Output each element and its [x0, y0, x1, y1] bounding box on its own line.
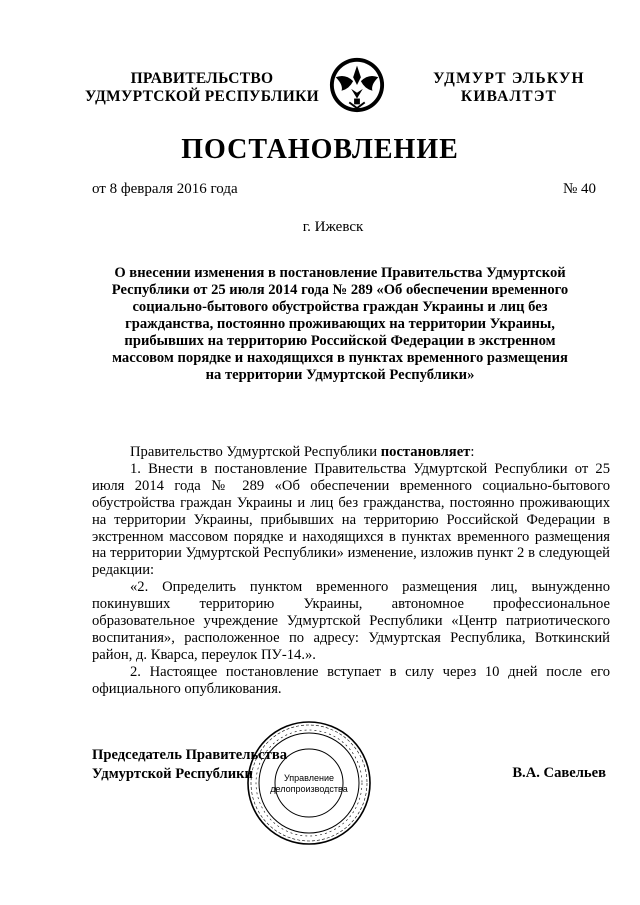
item-2: 2. Настоящее постановление вступает в силу через 10 дней после его официального опубликования. [92, 663, 610, 697]
preamble-bold: постановляет [380, 444, 471, 460]
stamp-center-line2: делопроизводства [270, 784, 348, 794]
header-right-line2: КИВАЛТЭТ [460, 88, 558, 105]
header-left [84, 70, 320, 106]
document-city: г. Ижевск [302, 219, 364, 235]
item-quote: «2. Определить пунктом временного размещения лиц, вынужденно покинувших территорию Украины, автономное профессиональное образовательное учреждение Удмуртской Республики «Центр патриотического воспитания», расположенное по адресу: Удмуртская Республика, Воткинский район, д. Кварса, переулок ПУ-14.». [92, 579, 610, 663]
document-number: № 40 [562, 181, 596, 197]
round-stamp [244, 718, 374, 848]
preamble-text: Правительство Удмуртской Республики [130, 444, 381, 460]
signature-name: В.А. Савельев [512, 765, 606, 781]
signature-position-line1: Председатель Правительства [92, 747, 288, 763]
preamble [92, 444, 610, 461]
header-right [424, 70, 594, 106]
header-left-line1: ПРАВИТЕЛЬСТВО [130, 70, 274, 87]
document-title: ПОСТАНОВЛЕНИЕ [181, 134, 459, 165]
header-right-line1: УДМУРТ ЭЛЬКУН [433, 70, 585, 87]
document-body [92, 444, 610, 698]
stamp-center-line1: Управление [283, 773, 335, 783]
item-1: 1. Внести в постановление Правительства Удмуртской Республики от 25 июля 2014 года № 289 «Об обеспечении временного социально-бытового обустройства граждан Украины и лиц без гражданства, постоянно проживающих на территории Украины, прибывших на территорию Российской Федерации в экстренном массовом порядке и находящихся в пунктах временного размещения на территории Удмуртской Республики» изменение, изложив пункт 2 в следующей редакции: [92, 460, 610, 579]
signature-position-line2: Удмуртской Республики [92, 766, 253, 782]
document-date: от 8 февраля 2016 года [92, 181, 238, 197]
preamble-end: : [470, 444, 475, 460]
udmurtia-coat-of-arms-icon [328, 56, 386, 114]
document-heading: О внесении изменения в постановление Правительства Удмуртской Республики от 25 июля 2014 года № 289 «Об обеспечении временного социально-бытового обустройства граждан Украины и лиц без гражданства, постоянно проживающих на территории Украины, прибывших на территорию Российской Федерации в экстренном массовом порядке и находящихся в пунктах временного размещения на территории Удмуртской Республики» [111, 265, 569, 383]
header-left-line2: УДМУРТСКОЙ РЕСПУБЛИКИ [84, 88, 319, 105]
